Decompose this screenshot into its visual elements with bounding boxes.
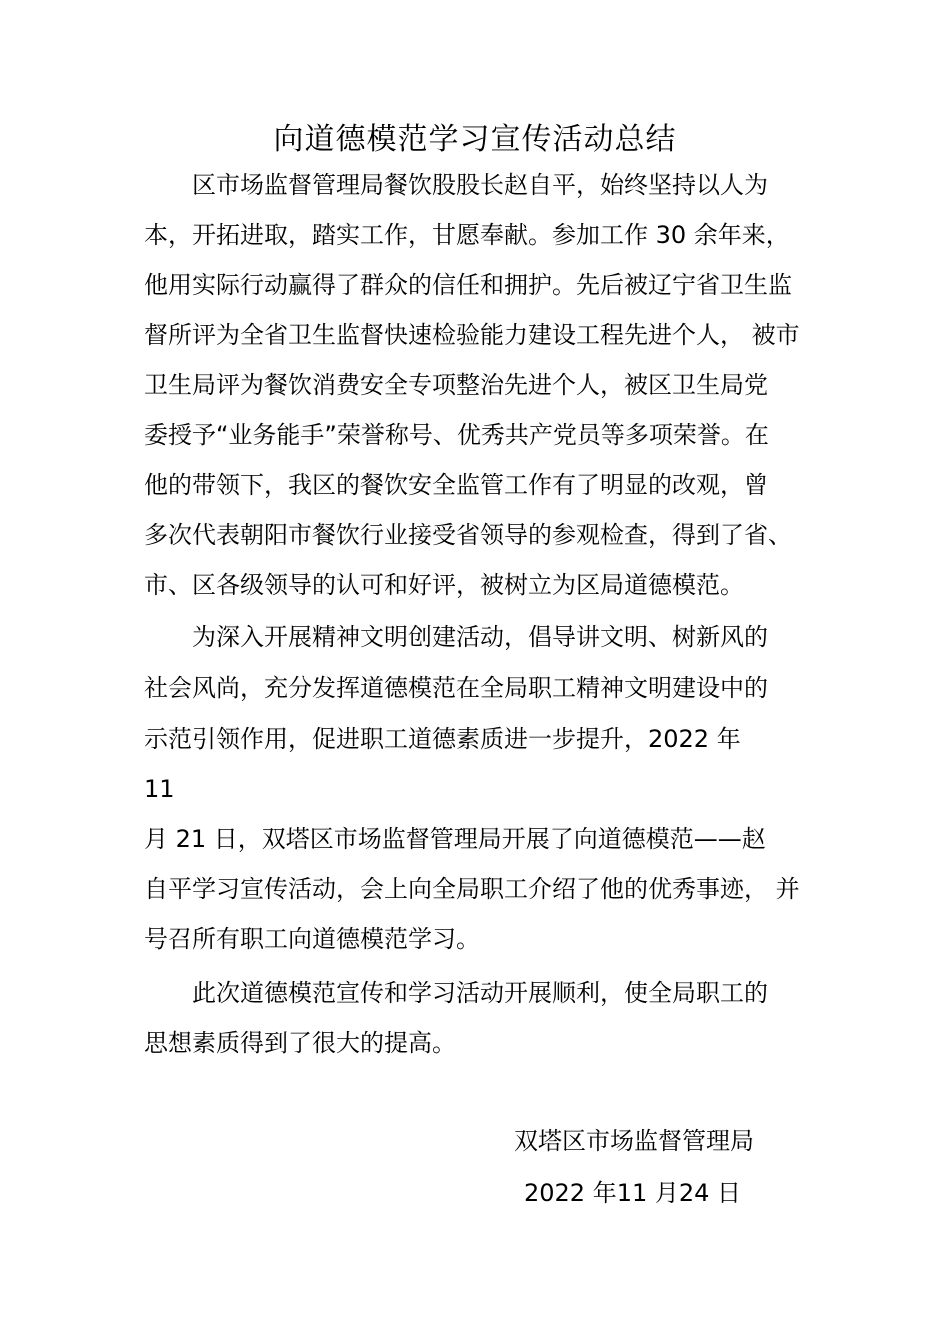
- signature-organization: 双塔区市场监督管理局: [514, 1127, 754, 1155]
- paragraph-2-line-7: 号召所有职工向道德模范学习。: [144, 925, 480, 953]
- paragraph-1-line-8: 多次代表朝阳市餐饮行业接受省领导的参观检查，得到了省、: [144, 521, 792, 549]
- signature-date: 2022 年11 月24 日: [524, 1179, 742, 1207]
- paragraph-3-line-1: 此次道德模范宣传和学习活动开展顺利，使全局职工的: [192, 979, 768, 1007]
- paragraph-2-line-3: 示范引领作用，促进职工道德素质进一步提升，2022 年: [144, 725, 741, 753]
- paragraph-2-line-6: 自平学习宣传活动，会上向全局职工介绍了他的优秀事迹， 并: [144, 875, 800, 903]
- paragraph-1-line-3: 他用实际行动赢得了群众的信任和拥护。先后被辽宁省卫生监: [144, 271, 792, 299]
- paragraph-1-line-6: 委授予“业务能手”荣誉称号、优秀共产党员等多项荣誉。在: [144, 421, 769, 449]
- paragraph-2-line-4: 11: [144, 775, 175, 803]
- paragraph-1-line-1: 区市场监督管理局餐饮股股长赵自平，始终坚持以人为: [192, 171, 768, 199]
- paragraph-1-line-9: 市、区各级领导的认可和好评，被树立为区局道德模范。: [144, 571, 744, 599]
- paragraph-2-line-1: 为深入开展精神文明创建活动，倡导讲文明、树新风的: [192, 623, 768, 651]
- paragraph-2-line-5: 月 21 日，双塔区市场监督管理局开展了向道德模范——赵: [144, 825, 766, 853]
- paragraph-1-line-2: 本，开拓进取，踏实工作，甘愿奉献。参加工作 30 余年来，: [144, 221, 790, 249]
- paragraph-1-line-4: 督所评为全省卫生监督快速检验能力建设工程先进个人， 被市: [144, 321, 800, 349]
- document-title: 向道德模范学习宣传活动总结: [273, 122, 677, 157]
- paragraph-2-line-2: 社会风尚，充分发挥道德模范在全局职工精神文明建设中的: [144, 674, 768, 702]
- paragraph-1-line-5: 卫生局评为餐饮消费安全专项整治先进个人，被区卫生局党: [144, 371, 768, 399]
- paragraph-3-line-2: 思想素质得到了很大的提高。: [144, 1029, 456, 1057]
- paragraph-1-line-7: 他的带领下，我区的餐饮安全监管工作有了明显的改观，曾: [144, 471, 768, 499]
